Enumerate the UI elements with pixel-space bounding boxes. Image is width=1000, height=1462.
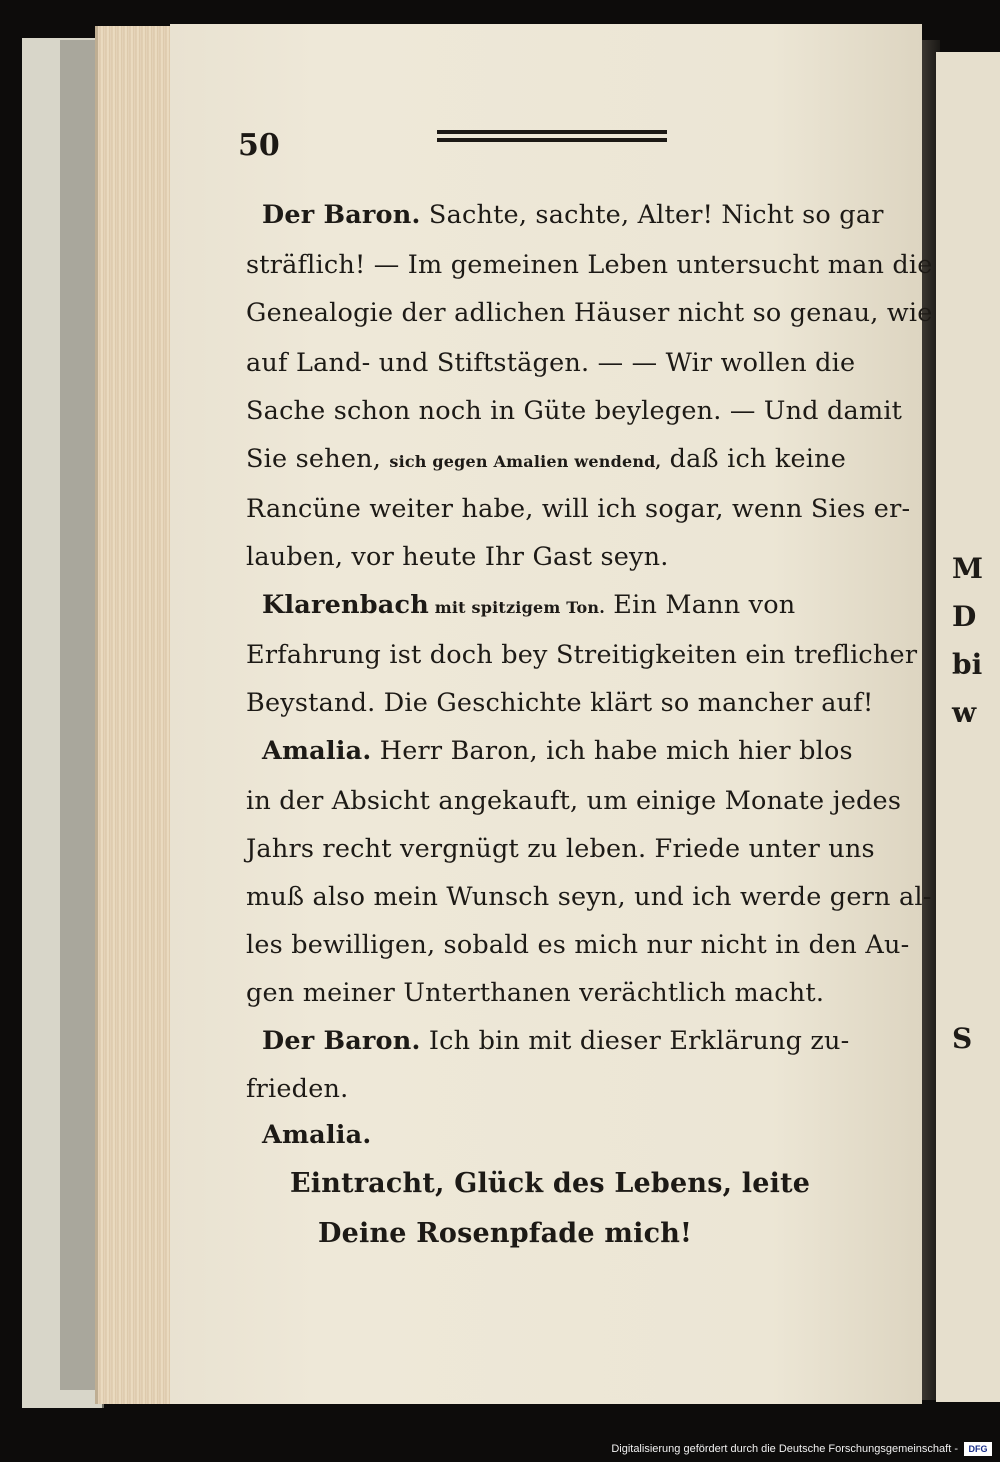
line-text: Beystand. Die Geschichte klärt so mancher auf! [246,688,874,718]
text-line [246,396,903,426]
text-line [262,1120,882,1150]
line-text: Herr Baron, ich habe mich hier blos [371,736,853,766]
text-line [262,1026,882,1056]
verse-line: Deine Rosenpfade mich! [318,1218,693,1249]
text-line [246,444,866,474]
line-text: sträflich! — Im gemeinen Leben untersucht man die [246,250,933,280]
digitization-credit: Digitalisierung gefördert durch die Deutsche Forschungsgemeinschaft - [611,1443,958,1455]
speaker-name: Der Baron. [262,200,421,230]
line-text: daß ich keine [661,444,847,474]
line-text: Ein Mann von [604,590,796,620]
text-line [246,640,918,670]
speaker-name: Der Baron. [262,1026,421,1056]
text-line [246,688,874,718]
line-text: auf Land- und Stiftstägen. — — Wir wollen die [246,348,856,378]
facing-page-fragment: w [952,696,977,729]
verse-line: Eintracht, Glück des Lebens, leite [290,1168,811,1199]
text-line [246,348,866,378]
text-line [246,786,902,816]
line-text: Genealogie der adlichen Häuser nicht so genau, wie [246,298,933,328]
line-text: muß also mein Wunsch seyn, und ich werde gern al- [246,882,932,912]
dfg-logo: DFG [964,1442,992,1456]
speaker-name: Amalia. [262,736,372,766]
line-text: les bewilligen, sobald es mich nur nicht in den Au- [246,930,910,960]
book-cover-inner [60,40,100,1390]
text-line [246,1074,866,1104]
line-text: frieden. [246,1074,349,1104]
text-line [246,250,933,280]
text-line [290,1168,910,1199]
text-line [246,298,933,328]
text-line [246,930,910,960]
line-text: Sachte, sachte, Alter! Nicht so gar [420,200,884,230]
page-edges [95,26,178,1404]
speaker-name: Amalia. [262,1120,372,1150]
text-line [262,200,882,230]
text-line [246,978,866,1008]
text-line [246,494,911,524]
page-number: 50 [238,128,280,163]
text-line [262,736,882,766]
text-line [246,834,875,864]
line-text: Jahrs recht vergnügt zu leben. Friede unter uns [246,834,875,864]
text-line [318,1218,938,1249]
facing-page-fragment: S [952,1022,973,1055]
line-text: Sie sehen, [246,444,390,474]
line-text: Erfahrung ist doch bey Streitigkeiten ein treflicher [246,640,918,670]
facing-page-fragment: M [952,552,983,585]
line-text: lauben, vor heute Ihr Gast seyn. [246,542,669,572]
footer-bar [0,1440,1000,1462]
facing-page-fragment: D [952,600,977,633]
line-text: Ich bin mit dieser Erklärung zu- [420,1026,850,1056]
text-line [246,542,866,572]
line-text: Rancüne weiter habe, will ich sogar, wenn Sies er- [246,494,911,524]
line-text: in der Absicht angekauft, um einige Monate jedes [246,786,902,816]
text-line [246,882,932,912]
line-text: Sache schon noch in Güte beylegen. — Und damit [246,396,903,426]
stage-direction: mit spitzigem Ton. [429,598,605,617]
speaker-name: Klarenbach [262,590,429,620]
text-line [262,590,882,620]
facing-page [936,52,1000,1402]
line-text: gen meiner Unterthanen verächtlich macht. [246,978,825,1008]
header-ornament [437,128,667,144]
facing-page-fragment: bi [952,648,983,681]
stage-direction: sich gegen Amalien wendend, [389,452,662,471]
